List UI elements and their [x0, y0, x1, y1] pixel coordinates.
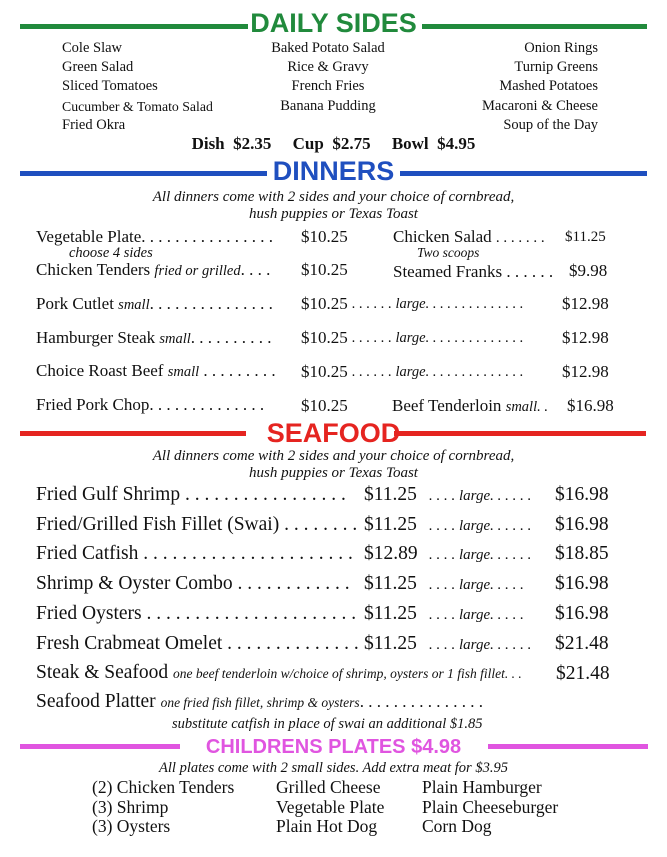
leader-dots: . . . . . . . . . . . .	[237, 573, 350, 594]
kids-column-2	[276, 778, 384, 837]
leader-dots: . . . . . . . . . . . . . . . . .	[184, 484, 346, 505]
side-item: Sliced Tomatoes	[62, 78, 158, 95]
seafood-item-large: . . . . large. . . . . .	[429, 637, 532, 653]
seafood-item-large: . . . . large. . . . .	[429, 607, 524, 623]
side-item: Banana Pudding	[280, 97, 376, 114]
daily-sides-title: DAILY SIDES	[250, 8, 417, 38]
leader-dots: . . . . . . . . . . . . . . .	[149, 294, 273, 313]
seafood-item-name	[36, 484, 346, 506]
seafood-item-name	[36, 603, 356, 625]
leader-dots: . . . . . . . . . . . . . . . . . . . . . .	[146, 603, 357, 624]
childrens-note: All plates come with 2 small sides. Add extra meat for $3.95	[159, 760, 508, 776]
seafood-item-name	[36, 633, 359, 655]
roast-beef-large-price: $12.98	[562, 362, 609, 381]
hamburger-steak-price: $10.25	[301, 328, 348, 347]
roast-beef-large: . . . . . . large. . . . . . . . . . . . . .	[352, 364, 524, 380]
side-item: Fried Okra	[62, 116, 126, 133]
seafood-item-large-price: $16.98	[555, 603, 609, 624]
item-description: one fried fish fillet, shrimp & oysters	[160, 695, 360, 710]
seafood-item-large-price: $16.98	[555, 514, 609, 535]
seafood-item-large: . . . . large. . . . . .	[429, 547, 532, 563]
kids-column-1	[92, 778, 234, 837]
sides-column-right	[482, 39, 598, 135]
seafood-item-price: $11.25	[364, 484, 417, 505]
size-small: small	[118, 297, 150, 313]
item-name: Fresh Crabmeat Omelet	[36, 633, 223, 654]
dinners-banner	[0, 156, 667, 190]
seafood-item-price: $11.25	[364, 633, 417, 654]
item-name: Beef Tenderloin	[392, 396, 502, 415]
item-name: Fried Pork Chop	[36, 395, 150, 414]
size-small: small. .	[505, 399, 548, 415]
kids-item: (2) Chicken Tenders	[92, 777, 235, 797]
item-name: Chicken Tenders	[36, 260, 151, 279]
seafood-note	[0, 448, 667, 482]
hamburger-steak-large-price: $12.98	[562, 328, 609, 347]
seafood-item-large-price: $16.98	[555, 484, 609, 505]
pork-chop-price: $10.25	[301, 396, 348, 415]
daily-sides-banner	[0, 8, 667, 42]
item-name: Hamburger Steak	[36, 328, 156, 347]
beef-tenderloin-price: $16.98	[567, 396, 614, 415]
steamed-franks-name	[393, 262, 553, 282]
seafood-item-price: $12.89	[364, 543, 418, 564]
leader-dots: . . . . . .	[506, 262, 554, 281]
seafood-item-large: . . . . large. . . . . .	[429, 518, 532, 534]
pork-cutlet-large-price: $12.98	[562, 294, 609, 313]
size-small: small	[159, 331, 191, 347]
chicken-salad-name	[393, 227, 545, 247]
seafood-item-price: $11.25	[364, 514, 417, 535]
seafood-item-price: $11.25	[364, 573, 417, 594]
childrens-banner	[0, 736, 667, 762]
side-item: Soup of the Day	[503, 116, 598, 133]
leader-dots: . . . . . . . . . .	[190, 328, 272, 347]
hamburger-steak-large: . . . . . . large. . . . . . . . . . . . . .	[352, 330, 524, 346]
item-name: Seafood Platter	[36, 691, 156, 712]
side-item: Cole Slaw	[62, 40, 123, 56]
steak-seafood-price: $21.48	[556, 663, 610, 684]
size-small: small	[167, 364, 200, 380]
seafood-item-price: $11.25	[364, 603, 417, 624]
seafood-item-large: . . . . large. . . . . .	[429, 488, 532, 504]
leader-dots: . . . . . . . . . . . . . . . . . . . . . .	[143, 543, 353, 564]
pork-cutlet-large: . . . . . . large. . . . . . . . . . . . . .	[352, 296, 524, 312]
seafood-item-large-price: $21.48	[555, 633, 609, 654]
pork-cutlet-price: $10.25	[301, 294, 348, 313]
side-item: Green Salad	[62, 59, 134, 76]
dinners-note	[0, 189, 667, 223]
pork-cutlet-name	[36, 294, 273, 314]
seafood-item-large-price: $16.98	[555, 573, 609, 594]
kids-column-3	[422, 778, 558, 837]
hamburger-steak-name	[36, 328, 272, 348]
side-item: Turnip Greens	[514, 59, 598, 76]
note-line: hush puppies or Texas Toast	[249, 465, 418, 481]
item-option: fried or grilled	[154, 263, 241, 279]
item-name: Fried Gulf Shrimp	[36, 484, 181, 505]
leader-dots: . . . . . . .	[495, 230, 545, 246]
substitute-note: substitute catfish in place of swai an additional $1.85	[172, 716, 483, 732]
kids-item: Plain Hamburger	[422, 777, 542, 797]
note-line: All dinners come with 2 sides and your choice of cornbread,	[152, 448, 515, 464]
note-line: All dinners come with 2 sides and your choice of cornbread,	[152, 189, 515, 205]
leader-dots: . . . . . . . . . . . . . .	[227, 633, 359, 654]
item-name: Vegetable Plate	[36, 227, 142, 246]
sides-column-left	[62, 39, 213, 135]
side-item: Cucumber & Tomato Salad	[62, 98, 213, 114]
item-name: Fried/Grilled Fish Fillet (Swai)	[36, 514, 280, 535]
steak-seafood-name	[36, 662, 522, 684]
seafood-item-name	[36, 573, 350, 595]
seafood-platter-name	[36, 691, 483, 713]
side-item: Onion Rings	[524, 40, 598, 56]
dinners-title: DINNERS	[272, 156, 395, 186]
leader-dots: . . . . . . . . . . . . . .	[149, 395, 265, 414]
childrens-title: CHILDRENS PLATES $4.98	[205, 736, 462, 758]
steamed-franks-price: $9.98	[569, 261, 608, 280]
item-description: one beef tenderloin w/choice of shrimp, oysters or 1 fish fillet. . .	[173, 666, 522, 681]
item-name: Pork Cutlet	[36, 294, 114, 313]
pork-chop-name	[36, 395, 264, 415]
leader-dots: . . . .	[240, 260, 271, 279]
note-line: hush puppies or Texas Toast	[249, 206, 418, 222]
side-item: Rice & Gravy	[287, 59, 369, 76]
item-name: Fried Catfish	[36, 543, 139, 564]
side-item: Baked Potato Salad	[271, 40, 385, 56]
kids-item: Plain Hot Dog	[276, 816, 378, 836]
item-name: Steak & Seafood	[36, 662, 169, 683]
item-name: Shrimp & Oyster Combo	[36, 573, 233, 594]
beef-tenderloin-name	[392, 396, 548, 416]
leader-dots: . . . . . . . . . . . . . . .	[359, 692, 483, 711]
sides-prices: Dish $2.35 Cup $2.75 Bowl $4.95	[191, 134, 476, 153]
seafood-banner	[0, 418, 667, 452]
chicken-salad-price: $11.25	[565, 229, 606, 245]
seafood-item-large: . . . . large. . . . .	[429, 577, 524, 593]
side-item: French Fries	[291, 78, 365, 95]
seafood-title: SEAFOOD	[266, 418, 401, 448]
leader-dots: . . . . . . . . . . . . . . . .	[141, 227, 274, 246]
side-item: Macaroni & Cheese	[482, 97, 598, 114]
item-name: Chicken Salad	[393, 227, 492, 246]
chicken-tenders-name	[36, 260, 270, 280]
chicken-salad-note: Two scoops	[417, 245, 480, 260]
chicken-tenders-price: $10.25	[301, 260, 348, 279]
kids-item: (3) Shrimp	[92, 796, 169, 817]
vegetable-plate-price: $10.25	[301, 227, 348, 246]
item-name: Fried Oysters	[36, 603, 142, 624]
seafood-item-name	[36, 514, 357, 536]
vegetable-plate-note: choose 4 sides	[69, 245, 153, 261]
seafood-item-name	[36, 543, 353, 565]
kids-item: Plain Cheeseburger	[422, 796, 559, 817]
kids-item: (3) Oysters	[92, 816, 171, 836]
leader-dots: . . . . . . . .	[284, 514, 358, 535]
side-item: Mashed Potatoes	[499, 78, 598, 95]
item-name: Steamed Franks	[393, 262, 503, 281]
roast-beef-name	[36, 361, 276, 381]
kids-item: Corn Dog	[422, 816, 492, 836]
sides-column-center	[228, 39, 428, 116]
vegetable-plate-name	[36, 227, 273, 247]
item-name: Choice Roast Beef	[36, 361, 164, 380]
seafood-item-large-price: $18.85	[555, 543, 609, 564]
leader-dots: . . . . . . . . .	[203, 361, 276, 380]
kids-item: Vegetable Plate	[276, 796, 385, 817]
roast-beef-price: $10.25	[301, 362, 348, 381]
kids-item: Grilled Cheese	[276, 777, 381, 797]
